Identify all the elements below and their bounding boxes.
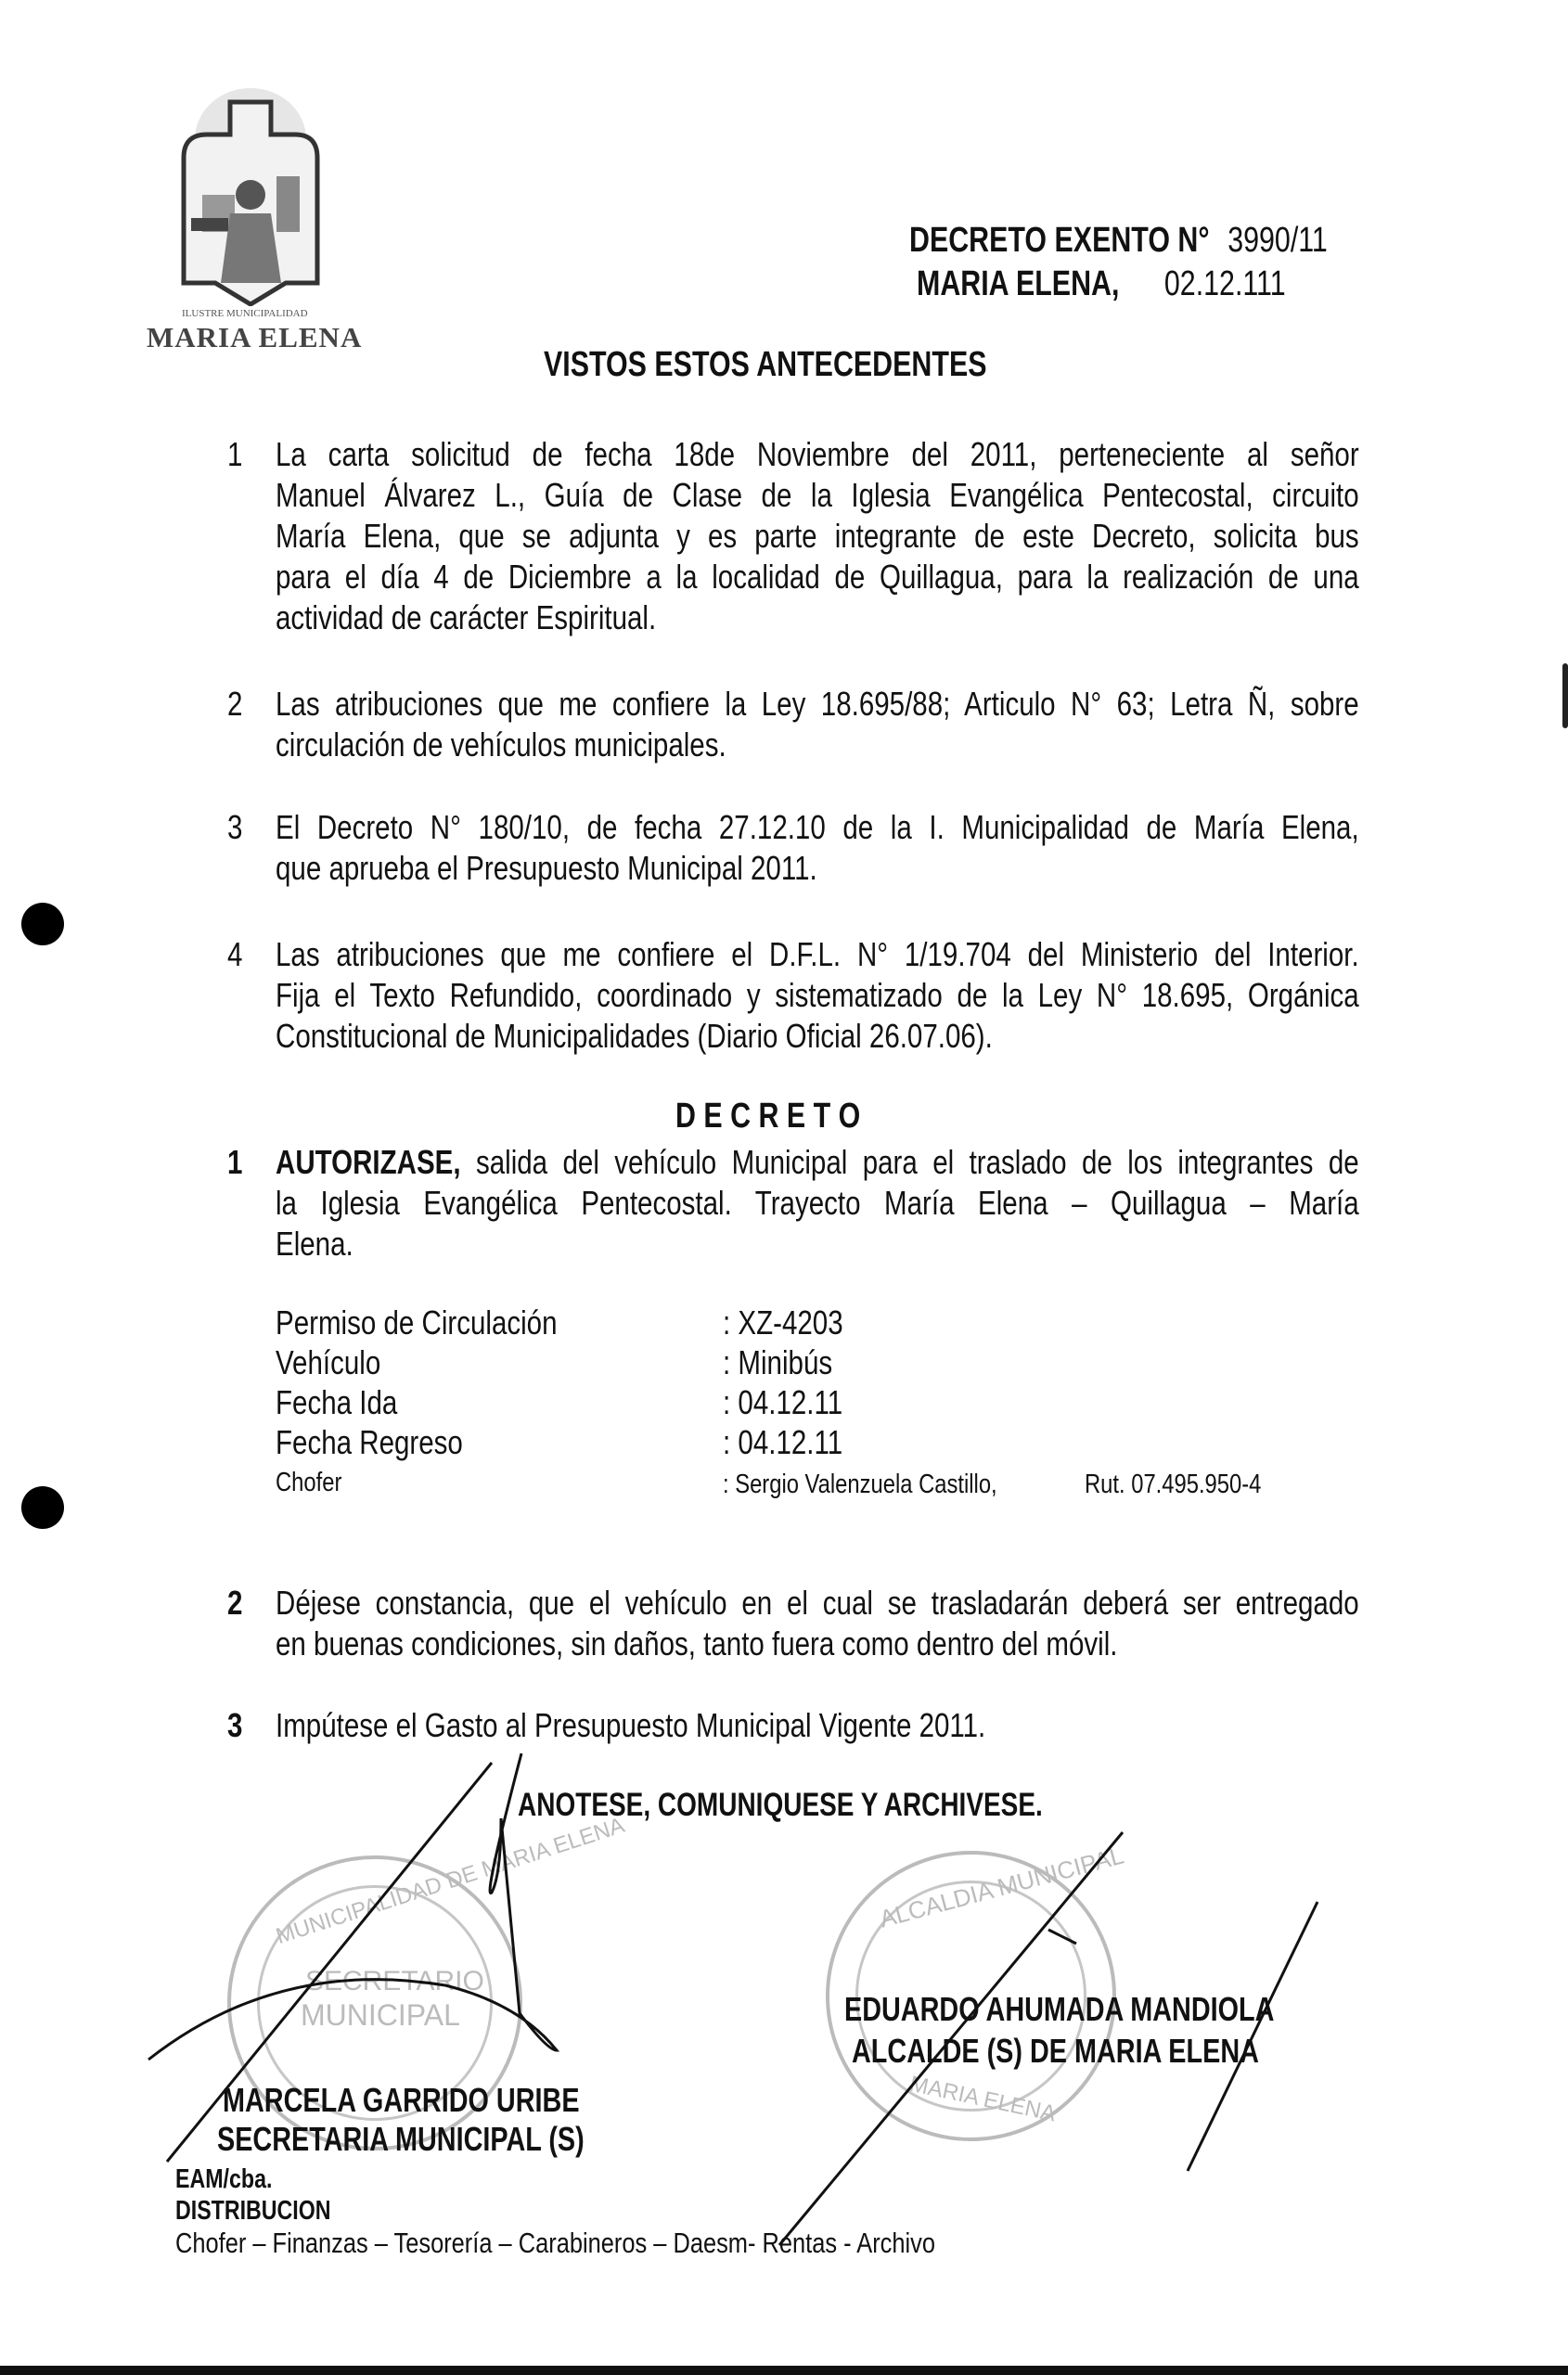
vistos-item-2-number: 2 <box>227 685 243 723</box>
vistos-item-1-line: María Elena, que se adjunta y es parte integrante de este Decreto, solicita bus <box>276 517 1359 555</box>
decreto-item-1-line: la Iglesia Evangélica Pentecostal. Trayecto María Elena – Quillagua – María <box>276 1184 1359 1222</box>
vistos-item-1-line: Manuel Álvarez L., Guía de Clase de la Iglesia Evangélica Pentecostal, circuito <box>276 476 1359 514</box>
closing-formula: ANOTESE, COMUNIQUESE Y ARCHIVESE. <box>518 1787 1043 1823</box>
driver-rut: Rut. 07.495.950-4 <box>1085 1470 1262 1499</box>
decreto-item-3-number: 3 <box>227 1706 243 1744</box>
secretary-name: MARCELA GARRIDO URIBE <box>223 2081 580 2119</box>
letterhead-name: MARIA ELENA <box>147 321 363 353</box>
stamp-outer-text: MUNICIPALIDAD DE MARIA ELENA <box>273 1812 628 1950</box>
distribution-title: DISTRIBUCION <box>175 2196 331 2226</box>
detail-value: : 04.12.11 <box>723 1423 843 1461</box>
stamp-bottom-text: MARIA ELENA <box>907 2071 1059 2127</box>
vistos-item-4-line: Constitucional de Municipalidades (Diario Oficial 26.07.06). <box>276 1017 993 1055</box>
decreto-item-1-number: 1 <box>227 1143 243 1181</box>
place: MARIA ELENA, <box>917 264 1120 303</box>
detail-label: Fecha Regreso <box>276 1423 463 1461</box>
detail-label: Fecha Ida <box>276 1383 398 1421</box>
vistos-item-1-line: La carta solicitud de fecha 18de Noviembre del 2011, perteneciente al señor <box>276 435 1359 473</box>
detail-label: Chofer <box>276 1468 342 1497</box>
distribution-list: Chofer – Finanzas – Tesorería – Carabineros – Daesm- Rentas - Archivo <box>175 2227 936 2259</box>
vistos-item-1-line: actividad de carácter Espiritual. <box>276 598 657 636</box>
vistos-item-3-line: El Decreto N° 180/10, de fecha 27.12.10 de la I. Municipalidad de María Elena, <box>276 808 1359 846</box>
detail-value: : 04.12.11 <box>723 1383 843 1421</box>
decreto-item-2-line: en buenas condiciones, sin daños, tanto fuera como dentro del móvil. <box>276 1624 1118 1662</box>
decreto-item-2-line: Déjese constancia, que el vehículo en el cual se trasladarán deberá ser entregado <box>276 1584 1359 1622</box>
vistos-item-4-line: Fija el Texto Refundido, coordinado y sistematizado de la Ley N° 18.695, Orgánica <box>276 976 1359 1014</box>
decreto-item-1-line: Elena. <box>276 1225 353 1263</box>
vistos-title: VISTOS ESTOS ANTECEDENTES <box>544 345 987 384</box>
vistos-item-4-line: Las atribuciones que me confiere el D.F.L. N° 1/19.704 del Ministerio del Interior. <box>276 935 1359 973</box>
detail-label: Permiso de Circulación <box>276 1303 558 1342</box>
decreto-item-1-text: salida del vehículo Municipal para el traslado de los integrantes de <box>475 1143 1359 1181</box>
date: 02.12.111 <box>1163 264 1286 303</box>
mayor-role: ALCALDE (S) DE MARIA ELENA <box>852 2032 1259 2070</box>
signature-stroke <box>148 1753 557 2060</box>
decreto-title: D E C R E T O <box>675 1097 861 1136</box>
letterhead-small-text: ILUSTRE MUNICIPALIDAD <box>182 308 308 319</box>
detail-value: : Sergio Valenzuela Castillo, <box>723 1470 997 1499</box>
authorize-keyword: AUTORIZASE, <box>276 1143 461 1181</box>
detail-value: : XZ-4203 <box>723 1303 843 1342</box>
vistos-item-1-line: para el día 4 de Diciembre a la localidad de Quillagua, para la realización de una <box>276 558 1359 596</box>
initials: EAM/cba. <box>175 2164 273 2194</box>
vistos-item-4-number: 4 <box>227 935 243 973</box>
decreto-item-2-number: 2 <box>227 1584 243 1622</box>
decreto-item-3-text: Impútese el Gasto al Presupuesto Municipal Vigente 2011. <box>276 1706 986 1744</box>
secretary-role: SECRETARIA MUNICIPAL (S) <box>217 2120 585 2158</box>
stamp-inner-text: SECRETARIO <box>305 1966 484 1996</box>
vistos-item-3-line: que aprueba el Presupuesto Municipal 2011. <box>276 849 817 887</box>
detail-label: Vehículo <box>276 1343 381 1381</box>
stamp-top-text: ALCALDIA MUNICIPAL <box>876 1841 1127 1933</box>
mayor-name: EDUARDO AHUMADA MANDIOLA <box>844 1990 1275 2028</box>
vistos-item-1-number: 1 <box>227 435 243 473</box>
detail-value: : Minibús <box>723 1343 833 1381</box>
decree-number: 3990/11 <box>1227 221 1328 260</box>
signature-stroke <box>1048 1930 1076 1944</box>
vistos-item-3-number: 3 <box>227 808 243 846</box>
vistos-item-2-line: circulación de vehículos municipales. <box>276 725 726 764</box>
stamp-inner-text: MUNICIPAL <box>301 1998 460 2032</box>
vistos-item-2-line: Las atribuciones que me confiere la Ley 18.695/88; Articulo N° 63; Letra Ñ, sobre <box>276 685 1359 723</box>
decree-label: DECRETO EXENTO N° <box>909 221 1210 260</box>
